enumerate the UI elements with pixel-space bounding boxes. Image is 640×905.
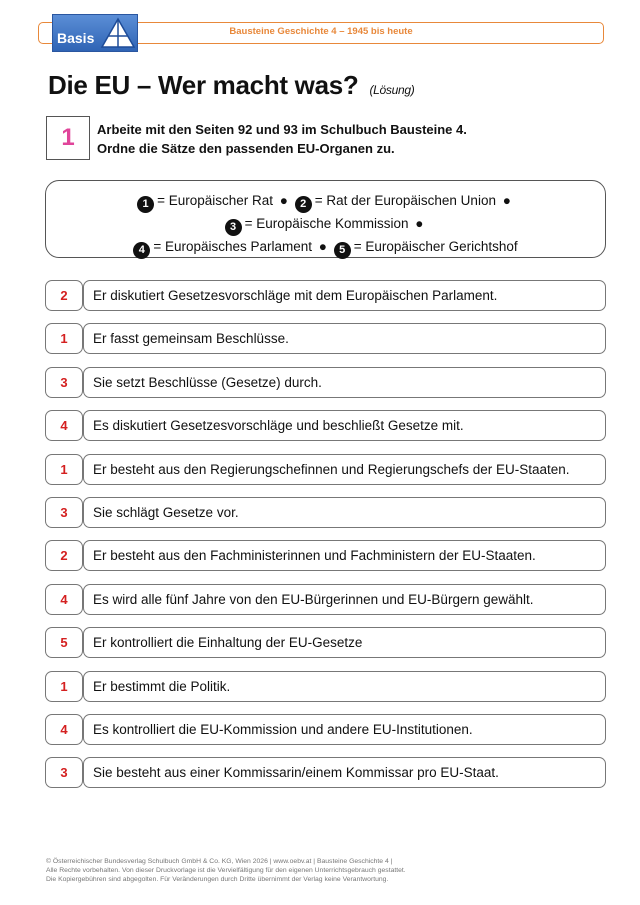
statement-text: Es wird alle fünf Jahre von den EU-Bürgerinnen und EU-Bürgern gewählt.	[83, 584, 606, 615]
statement-text: Er besteht aus den Regierungschefinnen und Regierungschefs der EU-Staaten.	[83, 454, 606, 485]
answer-row	[45, 497, 606, 528]
answer-row	[45, 584, 606, 615]
page-subtitle: (Lösung)	[369, 83, 415, 97]
footer-line-1: © Österreichischer Bundesverlag Schulbuch GmbH & Co. KG, Wien 2026 | www.oebv.at | Bausteine Geschichte 4 |	[46, 858, 393, 865]
legend-line-2	[46, 213, 605, 236]
task-instructions	[97, 120, 467, 158]
answer-number-field[interactable]: 1	[45, 454, 83, 485]
statement-text: Es kontrolliert die EU-Kommission und andere EU-Institutionen.	[83, 714, 606, 745]
task-number-box: 1	[46, 116, 90, 160]
answer-number-field[interactable]: 1	[45, 323, 83, 354]
statement-text: Sie setzt Beschlüsse (Gesetze) durch.	[83, 367, 606, 398]
legend-label-4: = Europäisches Parlament	[153, 239, 313, 254]
answer-row	[45, 714, 606, 745]
answer-number-field[interactable]: 3	[45, 497, 83, 528]
answer-number-field[interactable]: 3	[45, 757, 83, 788]
legend-line-3	[46, 236, 605, 259]
triangle-logo-icon	[100, 17, 136, 49]
answer-table	[45, 280, 606, 801]
legend-number-2: 2	[295, 196, 312, 213]
legend-label-3: = Europäische Kommission	[244, 216, 409, 231]
answer-row	[45, 280, 606, 311]
answer-number-field[interactable]: 4	[45, 714, 83, 745]
footer-line-2: Alle Rechte vorbehalten. Von dieser Druckvorlage ist die Vervielfältigung für den eigenen Unterrichtsgebrauch gestattet.	[46, 867, 406, 874]
legend-line-1	[46, 190, 605, 213]
statement-text: Er besteht aus den Fachministerinnen und Fachministern der EU-Staaten.	[83, 540, 606, 571]
answer-row	[45, 671, 606, 702]
statement-text: Er diskutiert Gesetzesvorschläge mit dem Europäischen Parlament.	[83, 280, 606, 311]
legend-label-5: = Europäischer Gerichtshof	[353, 239, 518, 254]
answer-number-field[interactable]: 2	[45, 280, 83, 311]
legend-bullet: ●	[415, 216, 424, 231]
page-title	[48, 70, 414, 101]
legend-box	[45, 180, 606, 258]
legend-number-3: 3	[225, 219, 242, 236]
answer-number-field[interactable]: 1	[45, 671, 83, 702]
answer-number-field[interactable]: 4	[45, 410, 83, 441]
legend-bullet: ●	[502, 193, 511, 208]
answer-row	[45, 627, 606, 658]
page-title-text: Die EU – Wer macht was?	[48, 70, 359, 100]
header-title: Bausteine Geschichte 4 – 1945 bis heute	[229, 26, 413, 37]
answer-row	[45, 454, 606, 485]
logo-text: Basis	[57, 30, 95, 46]
statement-text: Sie besteht aus einer Kommissarin/einem Kommissar pro EU-Staat.	[83, 757, 606, 788]
answer-number-field[interactable]: 2	[45, 540, 83, 571]
legend-number-5: 5	[334, 242, 351, 259]
answer-row	[45, 540, 606, 571]
legend-bullet: ●	[318, 239, 327, 254]
answer-number-field[interactable]: 3	[45, 367, 83, 398]
legend-number-4: 4	[133, 242, 150, 259]
footer-line-3: Die Kopiergebühren sind abgegolten. Für Veränderungen durch Dritte übernimmt der Verlag keine Verantwortung.	[46, 876, 389, 883]
legend-label-2: = Rat der Europäischen Union	[314, 193, 496, 208]
footer-copyright	[46, 857, 406, 884]
statement-text: Er fasst gemeinsam Beschlüsse.	[83, 323, 606, 354]
statement-text: Er bestimmt die Politik.	[83, 671, 606, 702]
answer-row	[45, 757, 606, 788]
statement-text: Sie schlägt Gesetze vor.	[83, 497, 606, 528]
statement-text: Es diskutiert Gesetzesvorschläge und beschließt Gesetze mit.	[83, 410, 606, 441]
legend-number-1: 1	[137, 196, 154, 213]
task-line-2: Ordne die Sätze den passenden EU-Organen zu.	[97, 141, 395, 156]
answer-number-field[interactable]: 4	[45, 584, 83, 615]
answer-number-field[interactable]: 5	[45, 627, 83, 658]
answer-row	[45, 323, 606, 354]
basis-logo	[52, 14, 138, 52]
answer-row	[45, 367, 606, 398]
legend-bullet: ●	[279, 193, 288, 208]
statement-text: Er kontrolliert die Einhaltung der EU-Gesetze	[83, 627, 606, 658]
task-line-1: Arbeite mit den Seiten 92 und 93 im Schulbuch Bausteine 4.	[97, 122, 467, 137]
answer-row	[45, 410, 606, 441]
legend-label-1: = Europäischer Rat	[157, 193, 274, 208]
